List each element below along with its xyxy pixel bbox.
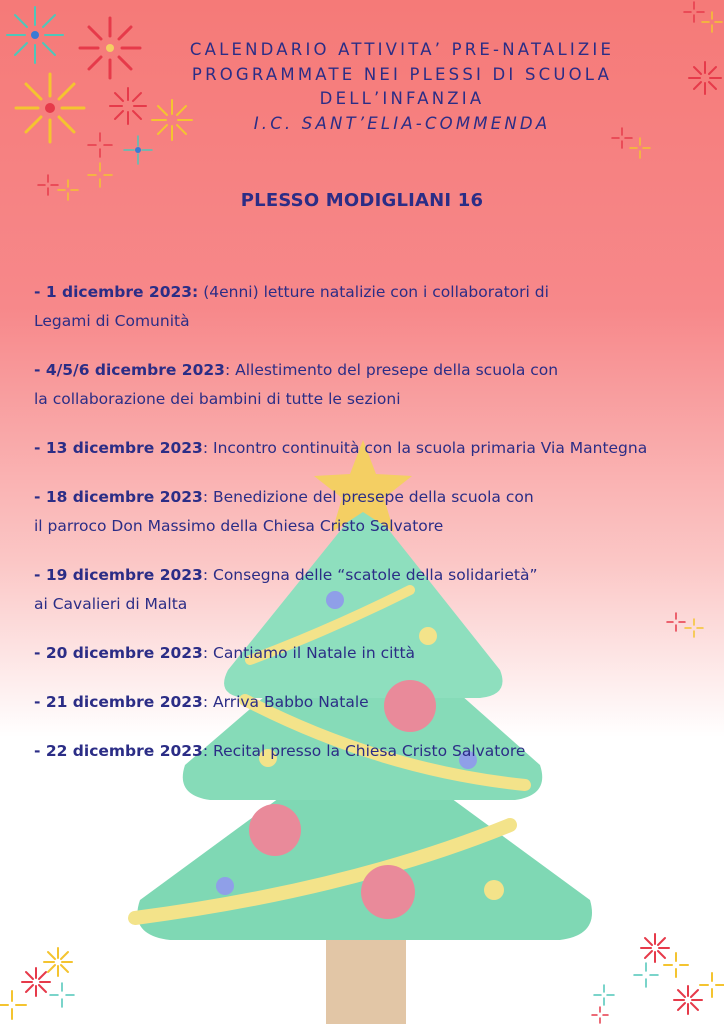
event-date: - 4/5/6 dicembre 2023 xyxy=(34,361,225,379)
firework-icon xyxy=(124,136,152,164)
header-line-1: CALENDARIO ATTIVITA’ PRE-NATALIZIE xyxy=(189,40,615,59)
plesso-title: PLESSO MODIGLIANI 16 xyxy=(240,190,484,211)
event-text-continued: il parroco Don Massimo della Chiesa Cristo Salvatore xyxy=(34,517,444,535)
event-date: - 19 dicembre 2023 xyxy=(34,566,203,584)
event-date: - 20 dicembre 2023 xyxy=(34,644,203,662)
event-item xyxy=(34,561,714,619)
event-date: - 22 dicembre 2023 xyxy=(34,742,203,760)
firework-icon xyxy=(88,163,112,187)
firework-icon xyxy=(674,986,702,1014)
event-date: - 1 dicembre 2023: xyxy=(34,283,199,301)
event-text: : Cantiamo il Natale in città xyxy=(202,644,416,662)
event-date: - 21 dicembre 2023 xyxy=(34,693,203,711)
event-list xyxy=(34,278,714,786)
firework-icon xyxy=(641,934,669,962)
event-date: - 18 dicembre 2023 xyxy=(34,488,203,506)
header-line-3: DELL’INFANZIA xyxy=(319,89,485,108)
document-header xyxy=(0,38,724,136)
firework-icon xyxy=(594,985,614,1005)
firework-icon xyxy=(88,133,112,157)
firework-icon xyxy=(0,991,26,1019)
firework-icon xyxy=(50,983,74,1007)
firework-icon xyxy=(702,12,722,32)
event-text: : Recital presso la Chiesa Cristo Salvatore xyxy=(202,742,526,760)
event-text: : Allestimento del presepe della scuola con xyxy=(224,361,559,379)
firework-icon xyxy=(684,2,704,22)
event-item xyxy=(34,483,714,541)
event-text-continued: Legami di Comunità xyxy=(34,312,190,330)
event-text: : Benedizione del presepe della scuola con xyxy=(202,488,534,506)
firework-icon xyxy=(664,953,688,977)
event-item xyxy=(34,434,714,463)
event-text: (4enni) letture natalizie con i collaboratori di xyxy=(198,283,549,301)
event-text: : Arriva Babbo Natale xyxy=(202,693,369,711)
firework-icon xyxy=(700,973,724,997)
event-item xyxy=(34,737,714,766)
event-date: - 13 dicembre 2023 xyxy=(34,439,203,457)
firework-icon xyxy=(634,963,658,987)
event-text-continued: la collaborazione dei bambini di tutte le sezioni xyxy=(34,390,401,408)
firework-icon xyxy=(592,1007,608,1023)
event-item xyxy=(34,639,714,668)
header-line-2: PROGRAMMATE NEI PLESSI DI SCUOLA xyxy=(191,64,613,84)
event-text-continued: ai Cavalieri di Malta xyxy=(34,595,188,613)
firework-icon xyxy=(44,948,72,976)
event-item xyxy=(34,278,714,336)
event-item xyxy=(34,688,714,717)
event-item xyxy=(34,356,714,414)
firework-icon xyxy=(22,968,50,996)
event-text: : Consegna delle “scatole della solidarietà” xyxy=(202,566,538,584)
event-text: : Incontro continuità con la scuola primaria Via Mantegna xyxy=(202,439,648,457)
school-name: I.C. SANT’ELIA-COMMENDA xyxy=(253,113,551,133)
firework-icon xyxy=(630,138,650,158)
